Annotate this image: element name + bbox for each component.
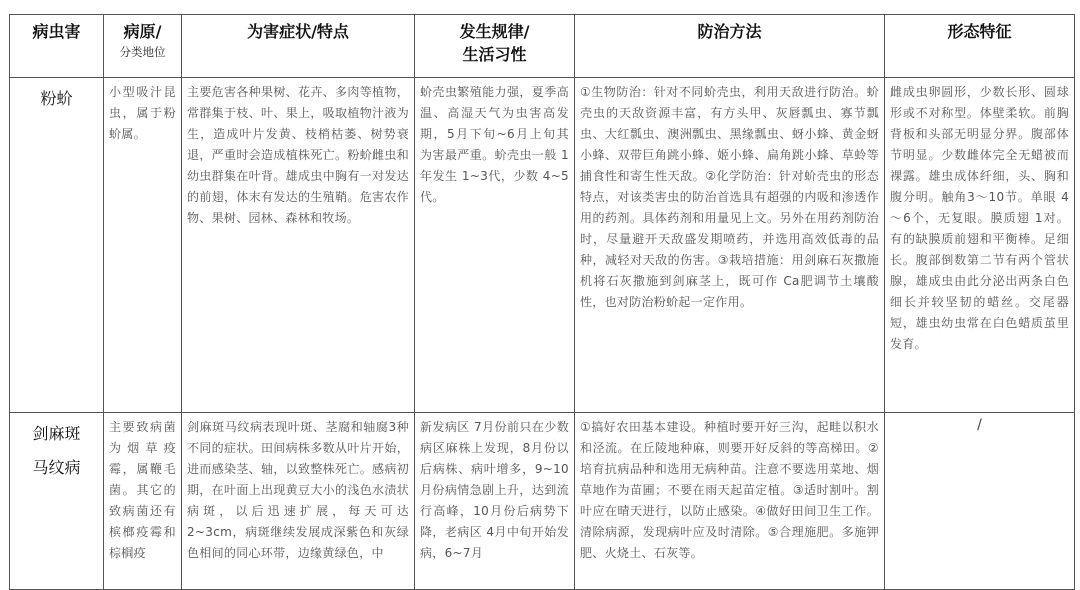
pathogen-cell: 主要致病菌为烟草疫霉，属鞭毛菌。其它的致病菌还有槟榔疫霉和棕榈疫: [104, 413, 182, 590]
header-pattern: 发生规律/ 生活习性: [415, 15, 575, 78]
header-pathogen: 病原/ 分类地位: [104, 15, 182, 78]
morphology-cell: 雌成虫卵圆形，少数长形、圆球形或不对称型。体壁柔软。前胸背板和头部无明显分界。腹部体节明显。少数雌体完全无蜡被而裸露。雄虫成体纤细，头、胸和腹分明。触角3～10节。单眼 4～6个，无复眼。膜质翅 1对。有的缺膜质前翅和平衡棒。足细长。腹部倒数第二节有两个管状腺，雄成虫由此分泌出两条白色细长并较坚韧的蜡丝。交尾器短，雄虫幼虫常在白色蜡质茧里发育。: [885, 78, 1075, 413]
symptoms-cell: 主要危害各种果树、花卉、多肉等植物，常群集于枝、叶、果上，吸取植物汁液为生，造成叶片发黄、枝梢枯萎、树势衰退，严重时会造成植株死亡。粉蚧雌虫和幼虫群集在叶背。雄成虫中胸有一对发达的前翅，体末有发达的生殖鞘。危害农作物、果树、园林、森林和牧场。: [182, 78, 415, 413]
pathogen-cell: 小型吸汁昆虫，属于粉蚧属。: [104, 78, 182, 413]
header-row: [10, 15, 1075, 78]
pest-name: 剑麻斑 马纹病: [10, 413, 104, 590]
header-morphology: 形态特征: [885, 15, 1075, 78]
control-cell: ①搞好农田基本建设。种植时要开好三沟，起畦以积水和泾流。在丘陵地种麻，则要开好反斜的等高梯田。②培育抗病品种和选用无病种苗。注意不要选用菜地、烟草地作为苗圃；不要在雨天起苗定植。③适时割叶。割叶应在晴天进行，以防止感染。④做好田间卫生工作。清除病源，发现病叶应及时清除。⑤合理施肥。多施钾肥、火烧土、石灰等。: [575, 413, 885, 590]
symptoms-cell: 剑麻斑马纹病表现叶斑、茎腐和轴腐3种不同的症状。田间病株多数从叶片开始，进而感染茎、轴，以致整株死亡。感病初期，在叶面上出现黄豆大小的浅色水渍状病斑，以后迅速扩展，每天可达 2~3cm，病斑继续发展成深紫色和灰绿色相间的同心环带，边缘黄绿色，中: [182, 413, 415, 590]
pest-name: 粉蚧: [10, 78, 104, 413]
header-pest: 病虫害: [10, 15, 104, 78]
header-symptoms: 为害症状/特点: [182, 15, 415, 78]
table-row: [10, 413, 1075, 590]
pest-table: [9, 14, 1075, 590]
control-cell: ①生物防治：针对不同蚧壳虫，利用天敌进行防治。蚧壳虫的天敌资源丰富，有方头甲、灰唇瓢虫、寡节瓢虫、大红瓢虫、澳洲瓢虫、黑缘瓢虫、蚜小蜂、黄金蚜小蜂、双带巨角跳小蜂、姬小蜂、扁角跳小蜂、草蛉等捕食性和寄生性天敌。②化学防治：针对蚧壳虫的形态特点，对该类害虫的防治首选具有超强的内吸和渗透作用的药剂。具体药剂和用量见上文。另外在用药剂防治时，尽量避开天敌盛发期喷药，并选用高效低毒的品种，减轻对天敌的伤害。③栽培措施：用剑麻石灰撒施机将石灰撒施到剑麻茎上，既可作 Ca肥调节土壤酸性，也对防治粉蚧起一定作用。: [575, 78, 885, 413]
pattern-cell: 新发病区 7月份前只在少数病区麻株上发现，8月份以后病株、病叶增多，9~10月份病情急剧上升，达到流行高峰，10月份后病势下降，老病区 4月中旬开始发病，6~7月: [415, 413, 575, 590]
pattern-cell: 蚧壳虫繁殖能力强，夏季高温、高湿天气为虫害高发期，5月下旬~6月上旬其为害最严重。蚧壳虫一般 1年发生 1~3代，少数 4~5代。: [415, 78, 575, 413]
morphology-cell: /: [885, 413, 1075, 590]
table-row: [10, 78, 1075, 413]
header-control: 防治方法: [575, 15, 885, 78]
